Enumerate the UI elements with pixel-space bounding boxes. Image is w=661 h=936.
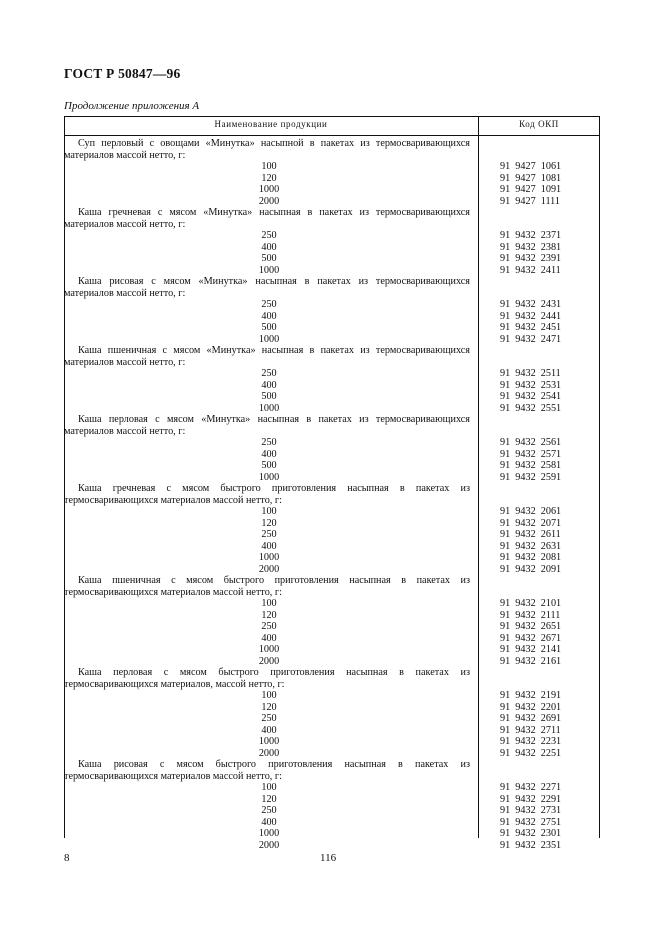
okp-code: 91 9432 2711 xyxy=(500,724,561,736)
product-description: материалов массой нетто, г: xyxy=(64,218,186,230)
table-row xyxy=(64,748,600,760)
okp-code: 91 9432 2271 xyxy=(500,782,562,793)
net-mass-value: 400 xyxy=(261,540,277,552)
table-row xyxy=(64,840,600,852)
net-mass-value: 400 xyxy=(261,241,277,253)
product-description-row xyxy=(64,150,600,162)
product-description: Каша перловая с мясом быстрого приготовления насыпная в пакетах из xyxy=(78,667,470,678)
okp-code: 91 9432 2631 xyxy=(500,540,562,552)
product-description: Каша пшеничная с мясом «Минутка» насыпная в пакетах из термосваривающихся xyxy=(78,345,470,356)
net-mass-value: 400 xyxy=(261,448,277,460)
table-row xyxy=(64,794,600,806)
okp-code: 91 9432 2201 xyxy=(500,701,562,713)
net-mass-value: 250 xyxy=(261,230,277,241)
okp-code: 91 9432 2191 xyxy=(500,690,562,701)
column-header-code: Код ОКП xyxy=(519,119,559,129)
okp-code: 91 9427 1081 xyxy=(500,172,562,184)
product-description-row xyxy=(64,483,600,495)
table-row xyxy=(64,265,600,277)
net-mass-value: 2000 xyxy=(258,839,280,851)
column-header-name: Наименование продукции xyxy=(214,119,328,129)
table-header-border xyxy=(64,135,600,136)
product-description-row xyxy=(64,138,600,150)
okp-code: 91 9432 2101 xyxy=(500,598,562,609)
net-mass-value: 100 xyxy=(261,506,277,517)
okp-code: 91 9432 2591 xyxy=(500,471,562,483)
product-description-row xyxy=(64,667,600,679)
net-mass-value: 100 xyxy=(261,598,277,609)
net-mass-value: 2000 xyxy=(258,195,280,207)
okp-code: 91 9432 2381 xyxy=(500,241,562,253)
net-mass-value: 100 xyxy=(261,690,277,701)
net-mass-value: 2000 xyxy=(258,747,280,759)
table-row xyxy=(64,736,600,748)
net-mass-value: 1000 xyxy=(258,333,280,345)
table-row xyxy=(64,506,600,518)
okp-code: 91 9432 2451 xyxy=(500,322,562,333)
table-row xyxy=(64,817,600,829)
okp-code: 91 9432 2251 xyxy=(500,747,562,759)
product-description-row xyxy=(64,414,600,426)
okp-code: 91 9432 2561 xyxy=(500,437,562,448)
table-row xyxy=(64,449,600,461)
okp-code: 91 9432 2091 xyxy=(500,563,562,575)
net-mass-value: 120 xyxy=(261,701,277,713)
net-mass-value: 400 xyxy=(261,816,277,828)
product-description-row xyxy=(64,345,600,357)
net-mass-value: 1000 xyxy=(258,644,280,655)
table-row xyxy=(64,702,600,714)
table-row xyxy=(64,598,600,610)
document-title: ГОСТ Р 50847—96 xyxy=(64,66,181,81)
table-row xyxy=(64,173,600,185)
net-mass-value: 1000 xyxy=(258,471,280,483)
okp-code: 91 9427 1091 xyxy=(500,184,562,195)
table-row xyxy=(64,805,600,817)
okp-code: 91 9432 2061 xyxy=(500,506,562,517)
okp-code: 91 9432 2671 xyxy=(500,632,562,644)
net-mass-value: 2000 xyxy=(258,655,280,667)
okp-code: 91 9427 1111 xyxy=(500,195,560,207)
product-description: Каша перловая с мясом «Минутка» насыпная в пакетах из термосваривающихся xyxy=(78,414,470,425)
net-mass-value: 1000 xyxy=(258,828,280,839)
okp-code: 91 9432 2731 xyxy=(500,805,562,816)
okp-code: 91 9432 2161 xyxy=(500,655,562,667)
net-mass-value: 100 xyxy=(261,161,277,172)
table-top-border xyxy=(64,116,600,117)
okp-code: 91 9432 2371 xyxy=(500,230,562,241)
product-description: материалов массой нетто, г: xyxy=(64,356,186,368)
okp-code: 91 9432 2581 xyxy=(500,460,562,471)
net-mass-value: 500 xyxy=(261,322,277,333)
table-row xyxy=(64,403,600,415)
okp-code: 91 9427 1061 xyxy=(500,161,562,172)
okp-code: 91 9432 2571 xyxy=(500,448,562,460)
net-mass-value: 1000 xyxy=(258,264,280,276)
product-description: Каша гречневая с мясом «Минутка» насыпная в пакетах из термосваривающихся xyxy=(78,207,470,218)
net-mass-value: 1000 xyxy=(258,736,280,747)
net-mass-value: 120 xyxy=(261,609,277,621)
product-description: материалов массой нетто, г: xyxy=(64,287,186,299)
net-mass-value: 1000 xyxy=(258,402,280,414)
okp-code: 91 9432 2391 xyxy=(500,253,562,264)
table-row xyxy=(64,311,600,323)
continuation-caption: Продолжение приложения А xyxy=(64,100,200,112)
table-row xyxy=(64,656,600,668)
page-number-left: 8 xyxy=(64,852,70,864)
okp-code: 91 9432 2511 xyxy=(500,368,561,379)
table-row xyxy=(64,368,600,380)
table-row xyxy=(64,322,600,334)
product-description-row xyxy=(64,207,600,219)
table-row xyxy=(64,472,600,484)
okp-code: 91 9432 2651 xyxy=(500,621,562,632)
table-row xyxy=(64,196,600,208)
okp-code: 91 9432 2441 xyxy=(500,310,562,322)
okp-code: 91 9432 2431 xyxy=(500,299,562,310)
net-mass-value: 120 xyxy=(261,517,277,529)
net-mass-value: 250 xyxy=(261,621,277,632)
table-row xyxy=(64,380,600,392)
product-description: термосваривающихся материалов массой нетто, г: xyxy=(64,586,282,598)
net-mass-value: 250 xyxy=(261,805,277,816)
product-description: Суп перловый с овощами «Минутка» насыпной в пакетах из термосваривающихся xyxy=(78,138,470,149)
net-mass-value: 500 xyxy=(261,460,277,471)
table-row xyxy=(64,460,600,472)
product-description: термосваривающихся материалов, массой нетто, г: xyxy=(64,678,285,690)
net-mass-value: 250 xyxy=(261,368,277,379)
table-row xyxy=(64,391,600,403)
page-number-center: 116 xyxy=(320,852,337,864)
net-mass-value: 100 xyxy=(261,782,277,793)
table-row xyxy=(64,299,600,311)
okp-code: 91 9432 2531 xyxy=(500,379,562,391)
net-mass-value: 500 xyxy=(261,391,277,402)
product-description-row xyxy=(64,219,600,231)
net-mass-value: 250 xyxy=(261,299,277,310)
okp-code: 91 9432 2471 xyxy=(500,333,562,345)
product-description: Каша гречневая с мясом быстрого приготовления насыпная в пакетах из xyxy=(78,483,470,494)
net-mass-value: 250 xyxy=(261,713,277,724)
okp-code: 91 9432 2611 xyxy=(500,529,561,540)
okp-code: 91 9432 2141 xyxy=(500,644,562,655)
product-description: термосваривающихся материалов массой нетто, г: xyxy=(64,770,282,782)
table-row xyxy=(64,334,600,346)
net-mass-value: 400 xyxy=(261,379,277,391)
product-description-row xyxy=(64,759,600,771)
table-row xyxy=(64,828,600,840)
table-row xyxy=(64,253,600,265)
okp-code: 91 9432 2231 xyxy=(500,736,562,747)
net-mass-value: 250 xyxy=(261,529,277,540)
okp-code: 91 9432 2411 xyxy=(500,264,561,276)
product-description: Каша рисовая с мясом быстрого приготовления насыпная в пакетах из xyxy=(78,759,470,770)
table-row xyxy=(64,644,600,656)
net-mass-value: 2000 xyxy=(258,563,280,575)
product-description: материалов массой нетто, г: xyxy=(64,149,186,161)
table-row xyxy=(64,713,600,725)
okp-code: 91 9432 2071 xyxy=(500,517,562,529)
okp-code: 91 9432 2691 xyxy=(500,713,562,724)
table-row xyxy=(64,610,600,622)
product-description-row xyxy=(64,495,600,507)
table-row xyxy=(64,690,600,702)
product-description-row xyxy=(64,679,600,691)
table-row xyxy=(64,633,600,645)
table-row xyxy=(64,552,600,564)
net-mass-value: 500 xyxy=(261,253,277,264)
table-row xyxy=(64,621,600,633)
net-mass-value: 1000 xyxy=(258,184,280,195)
product-description-row xyxy=(64,276,600,288)
net-mass-value: 400 xyxy=(261,724,277,736)
product-description-row xyxy=(64,575,600,587)
product-description-row xyxy=(64,357,600,369)
net-mass-value: 1000 xyxy=(258,552,280,563)
okp-code: 91 9432 2751 xyxy=(500,816,562,828)
table-row xyxy=(64,541,600,553)
net-mass-value: 120 xyxy=(261,793,277,805)
okp-code: 91 9432 2351 xyxy=(500,839,562,851)
okp-code: 91 9432 2551 xyxy=(500,402,562,414)
net-mass-value: 400 xyxy=(261,310,277,322)
okp-code: 91 9432 2291 xyxy=(500,793,562,805)
product-description: Каша пшеничная с мясом быстрого приготовления насыпная в пакетах из xyxy=(78,575,470,586)
okp-code: 91 9432 2081 xyxy=(500,552,562,563)
product-description-row xyxy=(64,587,600,599)
product-code-table xyxy=(64,116,600,851)
product-description: материалов массой нетто, г: xyxy=(64,425,186,437)
net-mass-value: 400 xyxy=(261,632,277,644)
net-mass-value: 120 xyxy=(261,172,277,184)
okp-code: 91 9432 2301 xyxy=(500,828,562,839)
product-description-row xyxy=(64,771,600,783)
product-description-row xyxy=(64,426,600,438)
table-row xyxy=(64,161,600,173)
product-description-row xyxy=(64,288,600,300)
okp-code: 91 9432 2541 xyxy=(500,391,562,402)
okp-code: 91 9432 2111 xyxy=(500,609,561,621)
table-row xyxy=(64,518,600,530)
product-description: термосваривающихся материалов массой нетто, г: xyxy=(64,494,282,506)
table-row xyxy=(64,230,600,242)
table-row xyxy=(64,242,600,254)
table-row xyxy=(64,184,600,196)
table-row xyxy=(64,437,600,449)
net-mass-value: 250 xyxy=(261,437,277,448)
product-description: Каша рисовая с мясом «Минутка» насыпная в пакетах из термосваривающихся xyxy=(78,276,470,287)
table-row xyxy=(64,725,600,737)
table-row xyxy=(64,782,600,794)
table-row xyxy=(64,529,600,541)
table-row xyxy=(64,564,600,576)
